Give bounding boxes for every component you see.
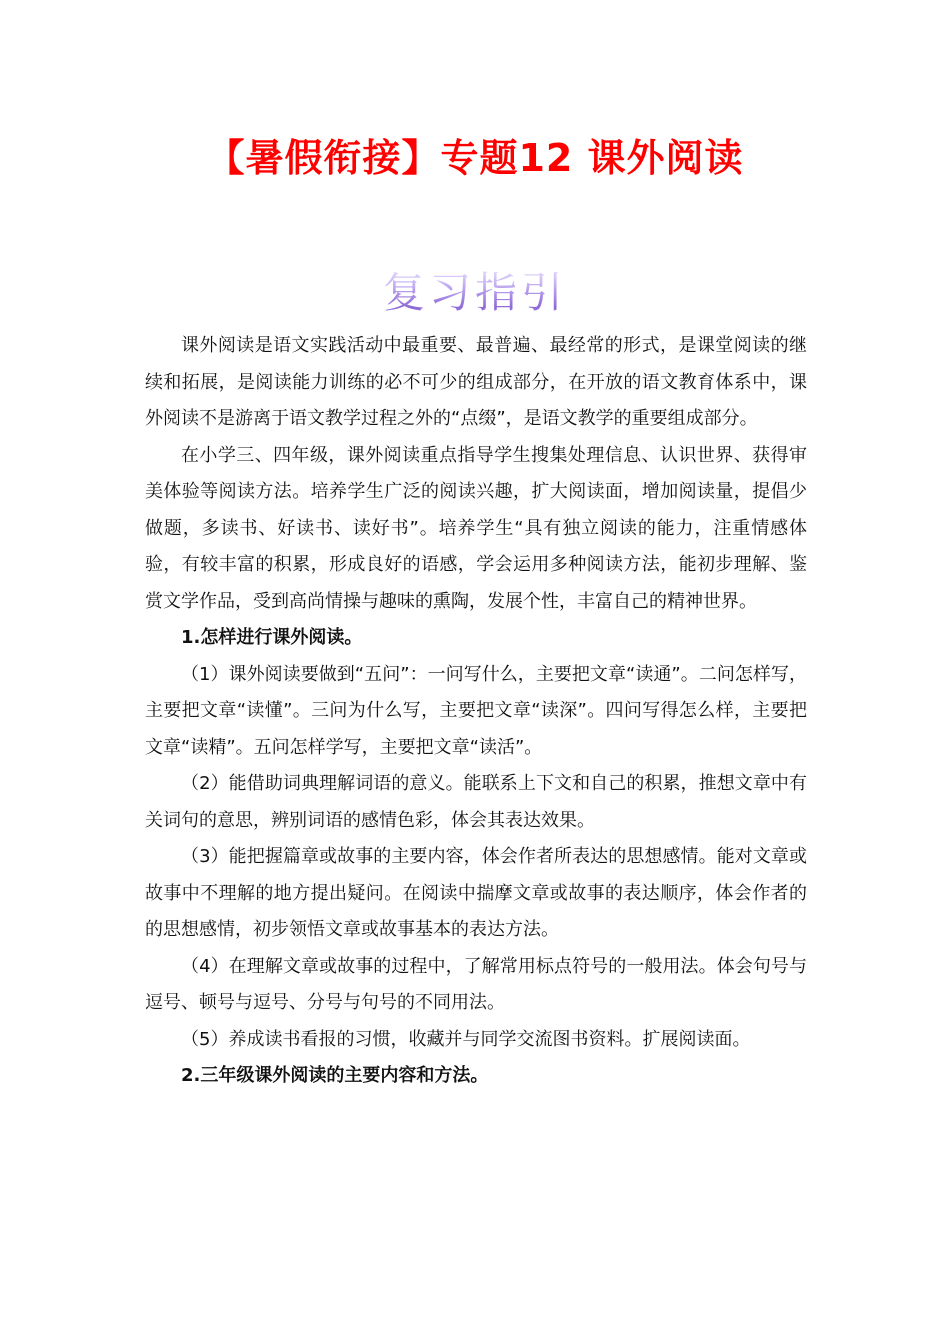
subheading-grade-three: 2.三年级课外阅读的主要内容和方法。 (181, 1065, 489, 1086)
list-item: （3）能把握篇章或故事的主要内容，体会作者所表达的思想感情。能对文章或故事中不理解的地方提出疑问。在阅读中揣摩文章或故事的表达顺序，体会作者的的思想感情，初步领悟文章或故事基本的表达方法。 (145, 846, 807, 940)
list-item: （2）能借助词典理解词语的意义。能联系上下文和自己的积累，推想文章中有关词句的意思，辨别词语的感情色彩，体会其表达效果。 (145, 773, 807, 831)
list-item: （1）课外阅读要做到“五问”：一问写什么，主要把文章“读通”。二问怎样写，主要把文章“读懂”。三问为什么写，主要把文章“读深”。四问写得怎么样，主要把文章“读精”。五问怎样学写，主要把文章“读活”。 (145, 663, 807, 758)
document-body (145, 328, 807, 1095)
paragraph-grade-goals: 在小学三、四年级，课外阅读重点指导学生搜集处理信息、认识世界、获得审美体验等阅读方法。培养学生广泛的阅读兴趣，扩大阅读面，增加阅读量，提倡少做题，多读书、好读书、读好书”。培养学生“具有独立阅读的能力，注重情感体验，有较丰富的积累，形成良好的语感，学会运用多种阅读方法，能初步理解、鉴赏文学作品，受到高尚情操与趣味的熏陶，发展个性，丰富自己的精神世界。 (145, 444, 807, 612)
list-item: （4）在理解文章或故事的过程中，了解常用标点符号的一般用法。体会句号与逗号、顿号与逗号、分号与句号的不同用法。 (145, 955, 807, 1013)
paragraph-intro: 课外阅读是语文实践活动中最重要、最普遍、最经常的形式，是课堂阅读的继续和拓展，是阅读能力训练的必不可少的组成部分，在开放的语文教育体系中，课外阅读不是游离于语文教学过程之外的“点缀”，是语文教学的重要组成部分。 (145, 335, 807, 429)
page-title: 【暑假衔接】专题12 课外阅读 (206, 136, 744, 180)
section-heading: 复习指引 (0, 258, 950, 328)
subheading-how-to-read: 1.怎样进行课外阅读。 (181, 627, 363, 648)
list-item: （5）养成读书看报的习惯，收藏并与同学交流图书资料。扩展阅读面。 (181, 1028, 751, 1050)
